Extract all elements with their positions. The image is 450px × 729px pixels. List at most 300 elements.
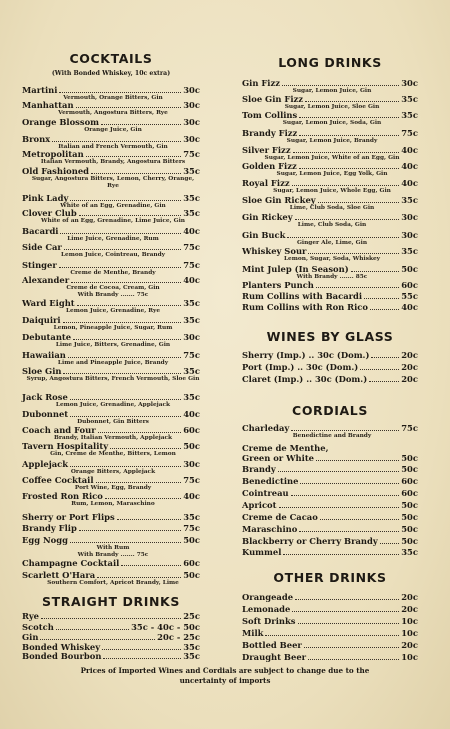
- item-description: Sugar, Lemon Juice, Soda, Gin: [282, 120, 382, 126]
- item-description: Brandy, Italian Vermouth, Applejack: [53, 435, 173, 441]
- item-description: Dubonnet, Gin Bitters: [77, 419, 149, 425]
- wines-item: [242, 362, 418, 372]
- dot-leader: [293, 152, 400, 153]
- item-name: Sherry or Port Flips: [22, 512, 115, 522]
- item-name: Sherry (Imp.) .. 30c (Dom.): [242, 350, 370, 360]
- item-price: 35c: [183, 298, 200, 308]
- item-description: Syrup, Angostura Bitters, French Vermouth, Sloe Gin: [26, 376, 200, 382]
- item-price: 50c: [183, 441, 200, 451]
- dot-leader: [98, 432, 182, 433]
- cocktails-item: [22, 208, 200, 225]
- item-description: White of an Egg, Grenadine, Gin: [60, 203, 166, 209]
- item-name: Brandy Flip: [22, 523, 77, 533]
- dot-leader: [52, 141, 181, 142]
- dot-leader: [60, 233, 181, 234]
- item-description: Vermouth, Orange Bitters, Gin: [63, 95, 163, 101]
- item-name: Side Car: [22, 242, 62, 252]
- dot-leader: [102, 649, 181, 650]
- item-description: Creme de Menthe, Brandy: [70, 270, 156, 276]
- menu-line: [242, 264, 418, 274]
- dot-leader: [105, 498, 181, 499]
- item-price: 10c: [401, 628, 418, 638]
- dot-leader: [279, 507, 400, 508]
- cocktails-item: [22, 100, 200, 117]
- other-item: [242, 592, 418, 602]
- cocktails-item: [22, 392, 200, 409]
- item-description: Sugar, Angostura Bitters, Lemon, Cherry, Orange, Rye: [31, 176, 195, 189]
- item-description: White of an Egg, Grenadine, Lime Juice, Gin: [41, 218, 185, 224]
- dot-leader: [79, 215, 181, 216]
- item-description: Port Wine, Egg, Brandy: [74, 485, 152, 491]
- cordials-item: [242, 500, 418, 510]
- dot-leader: [265, 635, 399, 636]
- dot-leader: [371, 357, 399, 358]
- menu-line: [242, 246, 418, 256]
- dot-leader: [117, 519, 182, 520]
- item-name: Stinger: [22, 260, 57, 270]
- menu-line: [242, 374, 418, 384]
- dot-leader: [41, 618, 181, 619]
- menu-line: [22, 134, 200, 144]
- dot-leader: [70, 399, 181, 400]
- dot-leader: [63, 322, 182, 323]
- menu-line: [242, 230, 418, 240]
- item-price: 60c: [401, 488, 418, 498]
- item-price: 75c: [183, 242, 200, 252]
- menu-line: [242, 616, 418, 626]
- menu-line: [22, 475, 200, 485]
- item-name: Brandy Fizz: [242, 128, 298, 138]
- item-name: Whiskey Sour: [242, 246, 307, 256]
- dot-leader: [70, 466, 181, 467]
- menu-line: [242, 547, 418, 557]
- item-price: 35c: [183, 512, 200, 522]
- straight-drinks-heading: STRAIGHT DRINKS: [42, 594, 180, 609]
- item-name: Scotch: [22, 622, 54, 632]
- dot-leader: [79, 530, 181, 531]
- item-price: 75c: [183, 260, 200, 270]
- item-name: Benedictine: [242, 476, 299, 486]
- cordials-item: [242, 476, 418, 486]
- dot-leader: [56, 629, 129, 630]
- menu-line: [22, 166, 200, 176]
- item-name: Dubonnet: [22, 409, 69, 419]
- item-description: With Brandy ....... 85c: [296, 274, 368, 280]
- wines-item: [242, 350, 418, 360]
- item-price: 30c: [183, 332, 200, 342]
- item-price: 35c: [183, 642, 200, 652]
- menu-line: [22, 350, 200, 360]
- dot-leader: [97, 577, 181, 578]
- item-description: Lemon, Pineapple Juice, Sugar, Rum: [53, 325, 173, 331]
- item-name: Pink Lady: [22, 193, 69, 203]
- dot-leader: [316, 287, 399, 288]
- item-name: Orange Blossom: [22, 117, 100, 127]
- dot-leader: [308, 253, 399, 254]
- menu-line: [22, 558, 200, 568]
- dot-leader: [287, 237, 399, 238]
- item-description: Gin, Creme de Menthe, Bitters, Lemon: [50, 451, 176, 457]
- item-name: Creme de Cacao: [242, 512, 318, 522]
- item-price: 30c: [401, 78, 418, 88]
- item-name: Frosted Ron Rico: [22, 491, 103, 501]
- item-description: Creme de Cocoa, Cream, Gin: [66, 285, 160, 291]
- item-description: Sugar, Lemon Juice, Sloe Gin: [284, 104, 380, 110]
- menu-line: [22, 226, 200, 236]
- item-price: 75c: [183, 350, 200, 360]
- cordials-item: [242, 488, 418, 498]
- long-item: [242, 195, 418, 212]
- dot-leader: [304, 647, 399, 648]
- menu-line: [22, 332, 200, 342]
- dot-leader: [283, 554, 399, 555]
- item-name: Debutante: [22, 332, 72, 342]
- dot-leader: [96, 482, 182, 483]
- item-description: Lemon Juice, Grenadine, Applejack: [55, 402, 171, 408]
- menu-line: [22, 512, 200, 522]
- dot-leader: [71, 282, 181, 283]
- item-price: 35c: [183, 651, 200, 661]
- other-item: [242, 628, 418, 638]
- cocktails-item: [22, 570, 200, 587]
- dot-leader: [110, 448, 181, 449]
- long-item: [242, 230, 418, 247]
- dot-leader: [351, 271, 400, 272]
- dot-leader: [70, 200, 181, 201]
- item-name: Gin Fizz: [242, 78, 280, 88]
- item-description: Lime Juice, Bitters, Grenadine, Gin: [55, 342, 171, 348]
- cocktails-item: [22, 226, 200, 243]
- item-price: 25c: [183, 611, 200, 621]
- item-price: 40c: [183, 226, 200, 236]
- item-name: Gin Rickey: [242, 212, 293, 222]
- other-item: [242, 616, 418, 626]
- long-item: [242, 264, 418, 281]
- item-price: 40c: [401, 161, 418, 171]
- menu-line: [22, 491, 200, 501]
- menu-line: [242, 592, 418, 602]
- item-price: 30c: [183, 85, 200, 95]
- menu-line: [22, 85, 200, 95]
- item-price: 40c: [183, 275, 200, 285]
- dot-leader: [70, 542, 181, 543]
- menu-line: [242, 500, 418, 510]
- menu-line: [22, 208, 200, 218]
- item-name: Bacardi: [22, 226, 59, 236]
- menu-line: [22, 632, 200, 642]
- menu-line: [242, 443, 418, 453]
- dot-leader: [299, 135, 399, 136]
- item-name: Bottled Beer: [242, 640, 302, 650]
- item-price: 20c: [401, 604, 418, 614]
- item-price: 35c: [401, 195, 418, 205]
- menu-line: [22, 611, 200, 621]
- item-price: 60c: [183, 558, 200, 568]
- dot-leader: [70, 416, 181, 417]
- item-price: 20c - 25c: [157, 632, 200, 642]
- item-name: Bonded Whiskey: [22, 642, 101, 652]
- menu-line: [242, 604, 418, 614]
- cocktails-item: [22, 315, 200, 332]
- dot-leader: [86, 156, 182, 157]
- menu-line: [242, 291, 418, 301]
- item-name: Brandy: [242, 464, 276, 474]
- cocktails-item: [22, 491, 200, 508]
- cocktails-item: [22, 441, 200, 458]
- menu-line: [22, 570, 200, 580]
- dot-leader: [364, 298, 399, 299]
- menu-line: [22, 260, 200, 270]
- price-footnote: Prices of Imported Wines and Cordials are subject to change due to the uncertainty of imports: [80, 666, 370, 685]
- item-name: Silver Fizz: [242, 145, 291, 155]
- long-item: [242, 246, 418, 263]
- long-item: [242, 178, 418, 195]
- straight-item: [22, 622, 200, 632]
- dot-leader: [68, 357, 181, 358]
- menu-line: [242, 512, 418, 522]
- item-price: 50c: [183, 570, 200, 580]
- item-description: Lime Juice, Grenadine, Rum: [67, 236, 159, 242]
- item-name: Egg Nogg: [22, 535, 68, 545]
- dot-leader: [318, 202, 400, 203]
- long-item: [242, 145, 418, 162]
- straight-item: [22, 632, 200, 642]
- item-name: Blackberry or Cherry Brandy: [242, 536, 378, 546]
- item-name: Hawaiian: [22, 350, 66, 360]
- item-name: Bronx: [22, 134, 51, 144]
- wines-item: [242, 374, 418, 384]
- dot-leader: [360, 369, 399, 370]
- item-price: 35c: [183, 392, 200, 402]
- item-price: 50c: [401, 524, 418, 534]
- item-name: Sloe Gin: [22, 366, 62, 376]
- other-item: [242, 640, 418, 650]
- cocktails-item: [22, 166, 200, 190]
- menu-line: [22, 425, 200, 435]
- item-description: Italian Vermouth, Brandy, Angostura Bitters: [40, 159, 186, 165]
- item-price: 10c: [401, 616, 418, 626]
- menu-line: [242, 145, 418, 155]
- long-item: [242, 78, 418, 95]
- item-description: With Rum: [96, 545, 130, 551]
- menu-line: [22, 117, 200, 127]
- item-price: 35c: [183, 208, 200, 218]
- item-name: Kummel: [242, 547, 282, 557]
- menu-line: [242, 302, 418, 312]
- cocktails-subtitle: (With Bonded Whiskey, 10c extra): [51, 70, 171, 77]
- item-name: Gin Buck: [242, 230, 286, 240]
- long-item: [242, 291, 418, 301]
- dot-leader: [299, 117, 399, 118]
- item-price: 75c: [183, 149, 200, 159]
- item-price: 35c: [401, 94, 418, 104]
- dot-leader: [295, 599, 399, 600]
- long-item: [242, 302, 418, 312]
- item-name: Gin: [22, 632, 39, 642]
- item-price: 35c - 40c - 50c: [131, 622, 200, 632]
- item-description: Rum, Lemon, Maraschino: [71, 501, 155, 507]
- item-name: Manhattan: [22, 100, 74, 110]
- item-name: Daiquiri: [22, 315, 61, 325]
- item-description: Lime and Pineapple Juice, Brandy: [57, 360, 169, 366]
- item-name: Martini: [22, 85, 58, 95]
- item-price: 35c: [183, 366, 200, 376]
- item-price: 30c: [183, 134, 200, 144]
- item-price: 50c: [401, 536, 418, 546]
- dot-leader: [59, 92, 181, 93]
- dot-leader: [291, 495, 400, 496]
- long-item: [242, 161, 418, 178]
- dot-leader: [91, 173, 181, 174]
- cocktails-heading: COCKTAILS: [69, 51, 153, 66]
- dot-leader: [101, 124, 181, 125]
- cocktails-item: [22, 117, 200, 134]
- menu-line: [242, 628, 418, 638]
- cocktails-item: [22, 149, 200, 166]
- item-price: 30c: [183, 100, 200, 110]
- item-name: Coffee Cocktail: [22, 475, 94, 485]
- straight-item: [22, 611, 200, 621]
- item-price: 60c: [401, 280, 418, 290]
- item-name: Orangeade: [242, 592, 294, 602]
- item-name: Charleday: [242, 423, 290, 433]
- long-item: [242, 280, 418, 290]
- item-description: Sugar, Lemon Juice, Whole Egg, Gin: [273, 188, 391, 194]
- other-item: [242, 652, 418, 662]
- cocktails-item: [22, 558, 200, 568]
- menu-line: [242, 110, 418, 120]
- item-name: Maraschino: [242, 524, 298, 534]
- item-name: Lemonade: [242, 604, 291, 614]
- dot-leader: [77, 305, 182, 306]
- dot-leader: [308, 659, 399, 660]
- dot-leader: [64, 249, 181, 250]
- item-price: 50c: [401, 500, 418, 510]
- cocktails-item: [22, 298, 200, 315]
- item-price: 35c: [401, 110, 418, 120]
- item-description: Lemon Juice, Cointreau, Brandy: [60, 252, 166, 258]
- dot-leader: [103, 658, 181, 659]
- menu-line: [242, 280, 418, 290]
- item-name: Soft Drinks: [242, 616, 296, 626]
- item-name: Rye: [22, 611, 40, 621]
- menu-line: [242, 161, 418, 171]
- item-price: 40c: [401, 178, 418, 188]
- item-name: Jack Rose: [22, 392, 68, 402]
- menu-line: [242, 178, 418, 188]
- item-name: Sloe Gin Fizz: [242, 94, 304, 104]
- item-price: 20c: [401, 350, 418, 360]
- item-name: Sloe Gin Rickey: [242, 195, 316, 205]
- straight-item: [22, 651, 200, 661]
- menu-line: [22, 651, 200, 661]
- dot-leader: [40, 639, 155, 640]
- item-price: 75c: [401, 128, 418, 138]
- item-name: Applejack: [22, 459, 69, 469]
- cocktails-item: [22, 512, 200, 522]
- dot-leader: [380, 543, 400, 544]
- cocktails-item: [22, 535, 200, 559]
- menu-line: [242, 362, 418, 372]
- dot-leader: [121, 565, 181, 566]
- other-drinks-heading: OTHER DRINKS: [273, 570, 387, 585]
- dot-leader: [316, 460, 399, 461]
- long-drinks-heading: LONG DRINKS: [278, 55, 382, 70]
- item-description: Italian and French Vermouth, Gin: [58, 144, 168, 150]
- cordials-heading: CORDIALS: [292, 403, 368, 418]
- item-price: 75c: [183, 475, 200, 485]
- menu-line: [22, 622, 200, 632]
- menu-line: [22, 535, 200, 545]
- item-price: 40c: [183, 409, 200, 419]
- menu-line: [22, 193, 200, 203]
- item-description: Vermouth, Angostura Bitters, Rye: [58, 110, 168, 116]
- item-description: Sugar, Lemon Juice, Gin: [292, 88, 372, 94]
- menu-line: [242, 652, 418, 662]
- dot-leader: [298, 623, 400, 624]
- item-price: 75c: [401, 423, 418, 433]
- cocktails-item: [22, 242, 200, 259]
- item-name: Royal Fizz: [242, 178, 290, 188]
- item-name: Rum Collins with Ron Rico: [242, 302, 368, 312]
- item-price: 30c: [183, 459, 200, 469]
- item-description: Sugar, Lemon Juice, Brandy: [286, 138, 378, 144]
- item-name: Apricot: [242, 500, 277, 510]
- menu-line: [22, 275, 200, 285]
- item-description: Ginger Ale, Lime, Gin: [296, 240, 368, 246]
- item-description: Southern Comfort, Apricot Brandy, Lime: [47, 580, 179, 586]
- item-price: 60c: [183, 425, 200, 435]
- cocktails-item: [22, 459, 200, 476]
- item-name: Metropolitan: [22, 149, 84, 159]
- menu-line: [22, 392, 200, 402]
- cocktails-item: [22, 332, 200, 349]
- long-item: [242, 94, 418, 111]
- menu-line: [22, 523, 200, 533]
- dot-leader: [59, 267, 181, 268]
- item-price: 50c: [183, 535, 200, 545]
- item-price: 35c: [183, 166, 200, 176]
- item-name: Clover Club: [22, 208, 77, 218]
- menu-line: [242, 464, 418, 474]
- dot-leader: [291, 430, 399, 431]
- item-name: Golden Fizz: [242, 161, 297, 171]
- cocktails-item: [22, 366, 200, 383]
- item-price: 35c: [401, 246, 418, 256]
- menu-line: [242, 640, 418, 650]
- dot-leader: [73, 339, 181, 340]
- menu-line: [242, 488, 418, 498]
- item-description: Orange Bitters, Applejack: [70, 469, 156, 475]
- item-description: With Brandy ....... 75c: [77, 552, 149, 558]
- menu-line: [242, 78, 418, 88]
- item-price: 35c: [401, 547, 418, 557]
- cordials-item: [242, 536, 418, 546]
- item-price: 50c: [401, 464, 418, 474]
- item-name: Old Fashioned: [22, 166, 90, 176]
- item-price: 20c: [401, 592, 418, 602]
- item-price: 20c: [401, 640, 418, 650]
- item-price: 30c: [183, 117, 200, 127]
- item-name: Planters Punch: [242, 280, 314, 290]
- item-price: 50c: [401, 512, 418, 522]
- item-name: Green or White: [242, 453, 315, 463]
- menu-line: [22, 366, 200, 376]
- cocktails-item: [22, 523, 200, 533]
- long-item: [242, 128, 418, 145]
- item-description: Lime, Club Soda, Gin: [297, 222, 367, 228]
- dot-leader: [292, 185, 400, 186]
